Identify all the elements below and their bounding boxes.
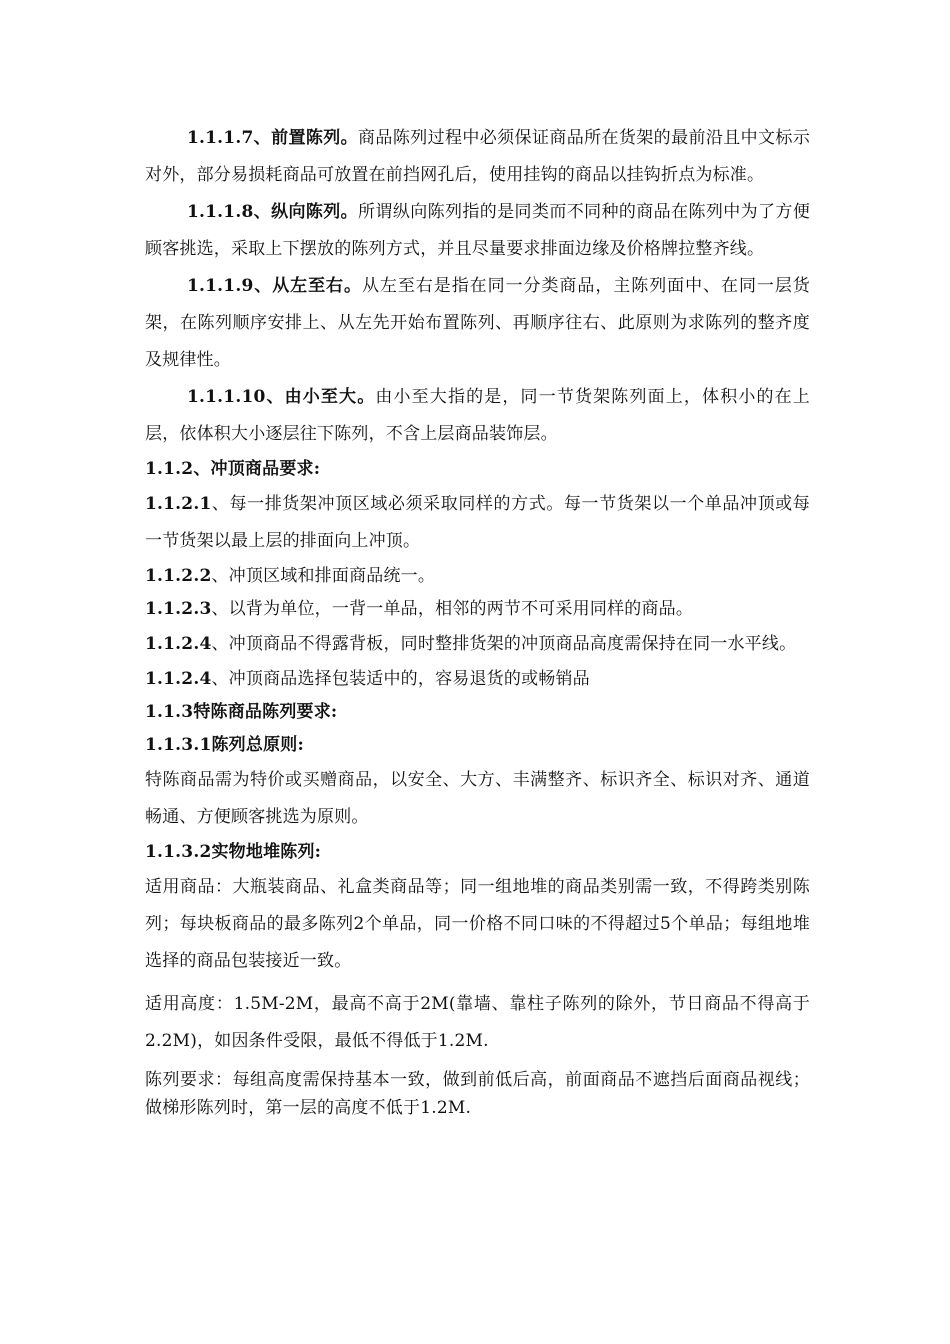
section-1-1-1-9 (145, 268, 810, 379)
section-number: 1.1.1.10、 (187, 387, 285, 407)
item-number: 1.1.2.1 (145, 494, 212, 514)
section-heading: 从左至右。 (272, 276, 362, 296)
section-text: 所谓纵向陈列指的是同类而不同种的商品在陈列中为了方便顾客挑选，采取上下摆放的陈列方式，并且尽量要求排面边缘及价格牌拉整齐线。 (145, 202, 811, 259)
section-heading: 纵向陈列。 (271, 202, 359, 222)
item-number: 1.1.2.4 (145, 669, 212, 689)
section-number: 1.1.1.9、 (187, 276, 273, 296)
section-1-1-1-7 (145, 120, 810, 194)
section-1-1-1-8 (145, 194, 810, 268)
item-number: 1.1.2.3 (145, 599, 212, 619)
section-number: 1.1.1.8、 (187, 202, 272, 222)
item-1-1-2-4-b (145, 663, 810, 696)
section-number: 1.1.1.7、 (187, 128, 272, 148)
item-text: 、冲顶区域和排面商品统一。 (211, 566, 436, 586)
item-text: 、以背为单位，一背一单品，相邻的两节不可采用同样的商品。 (211, 599, 694, 619)
item-text: 、冲顶商品不得露背板，同时整排货架的冲顶商品高度需保持在同一水平线。 (211, 634, 797, 654)
item-number: 1.1.2.4 (145, 634, 212, 654)
display-requirement-text: 陈列要求：每组高度需保持基本一致，做到前低后高，前面商品不遮挡后面商品视线； 做梯形陈列时，第一层的高度不低于1.2M. (145, 1070, 810, 1118)
section-text: 由小至大指的是，同一节货架陈列面上，体积小的在上层，依体积大小逐层往下陈列，不含上层商品装饰层。 (145, 387, 810, 444)
item-1-1-2-2 (145, 560, 810, 593)
document-page (145, 120, 810, 1122)
applicable-height-text: 适用高度：1.5M-2M，最高不高于2M(靠墙、靠柱子陈列的除外，节日商品不得高于2.2M)，如因条件受限，最低不得低于1.2M. (145, 994, 810, 1051)
item-1-1-2-3 (145, 593, 810, 626)
item-1-1-2-4 (145, 626, 810, 663)
section-1-1-1-10 (145, 379, 810, 453)
item-number: 1.1.2.2 (145, 566, 212, 586)
item-1-1-2-1 (145, 486, 810, 560)
section-text: 商品陈列过程中必须保证商品所在货架的最前沿且中文标示对外，部分易损耗商品可放置在前挡网孔后，使用挂钩的商品以挂钩折点为标准。 (145, 128, 811, 185)
item-text: 、冲顶商品选择包装适中的，容易退货的或畅销品 (211, 669, 590, 689)
applicable-goods-text: 适用商品：大瓶装商品、礼盒类商品等；同一组地堆的商品类别需一致，不得跨类别陈列；每块板商品的最多陈列2个单品，同一价格不同口味的不得超过5个单品；每组地堆选择的商品包装接近一致。 (145, 877, 810, 971)
item-text: 、每一排货架冲顶区域必须采取同样的方式。每一节货架以一个单品冲顶或每一节货架以最上层的排面向上冲顶。 (145, 494, 810, 551)
general-principle-text: 特陈商品需为特价或买赠商品，以安全、大方、丰满整齐、标识齐全、标识对齐、通道畅通、方便顾客挑选为原则。 (145, 770, 810, 827)
heading-1-1-3-2: 1.1.3.2实物地堆陈列: (145, 842, 322, 862)
section-heading: 前置陈列。 (271, 128, 359, 148)
section-heading: 由小至大。 (284, 387, 376, 407)
section-text: 从左至右是指在同一分类商品，主陈列面中、在同一层货架，在陈列顺序安排上、从左先开始布置陈列、再顺序往右、此原则为求陈列的整齐度及规律性。 (145, 276, 811, 370)
heading-1-1-3-1: 1.1.3.1陈列总原则: (145, 735, 304, 755)
heading-1-1-2: 1.1.2、冲顶商品要求: (145, 459, 321, 479)
heading-1-1-3: 1.1.3特陈商品陈列要求: (145, 702, 338, 722)
